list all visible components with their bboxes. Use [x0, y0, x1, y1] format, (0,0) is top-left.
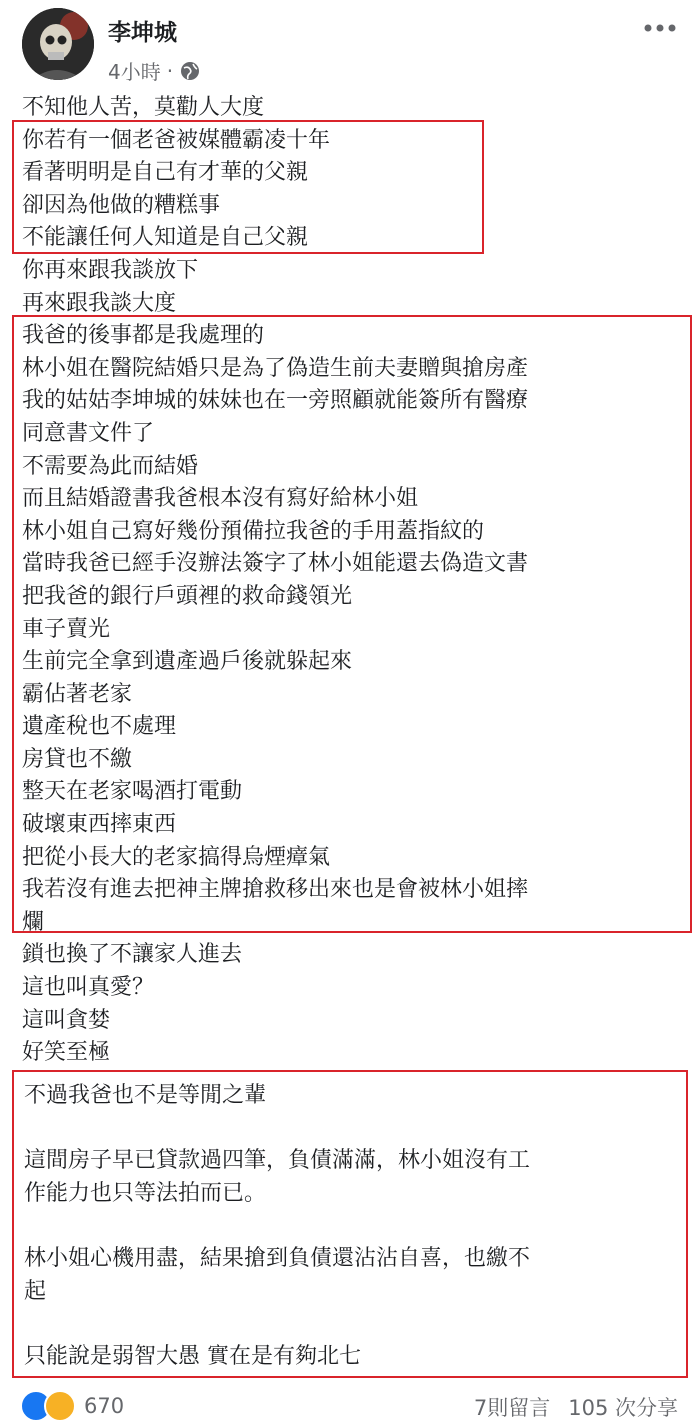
post-line: 不能讓任何人知道是自己父親	[22, 225, 309, 251]
more-options-icon[interactable]	[642, 18, 678, 38]
post-line	[24, 1210, 680, 1243]
post-line: 把從小長大的老家搞得烏煙瘴氣	[22, 844, 331, 870]
post-line: 而且結婚證書我爸根本沒有寫好給林小姐	[22, 486, 419, 512]
post-meta	[108, 56, 201, 85]
post-line: 破壞東西摔東西	[22, 812, 177, 838]
avatar[interactable]	[22, 8, 94, 80]
post-footer	[0, 1384, 700, 1428]
post-line: 鎖也換了不讓家人進去	[22, 942, 243, 968]
post-line: 這也叫真愛？	[22, 975, 155, 1001]
dot-separator: ·	[166, 58, 174, 83]
reaction-summary[interactable]	[20, 1390, 124, 1422]
post-line: 起	[24, 1278, 47, 1304]
post-line: 我爸的後事都是我處理的	[22, 323, 265, 349]
post-line: 整天在老家喝酒打電動	[22, 779, 243, 805]
post-line: 林小姐自己寫好幾份預備拉我爸的手用蓋指紋的	[22, 518, 485, 544]
post-line: 你再來跟我談放下	[22, 257, 199, 283]
post-line: 你若有一個老爸被媒體霸凌十年	[22, 127, 331, 153]
highlight-block-3	[24, 1080, 680, 1373]
highlight-box-2	[12, 315, 692, 933]
comments-count[interactable]: 7則留言	[473, 1396, 551, 1420]
post-line: 好笑至極	[22, 1040, 111, 1066]
post-line: 不知他人苦，莫勸人大度	[22, 95, 265, 120]
skull-avatar-icon	[22, 8, 94, 80]
post-line: 林小姐在醫院結婚只是為了偽造生前夫妻贈與搶房產	[22, 355, 529, 381]
post-line: 不過我爸也不是等閒之輩	[24, 1083, 267, 1108]
post-line: 同意書文件了	[22, 420, 155, 446]
post-line	[24, 1308, 680, 1341]
shares-count[interactable]: 105 次分享	[568, 1396, 678, 1420]
highlight-box-1	[12, 120, 484, 254]
post-line: 林小姐心機用盡，結果搶到負債還沾沾自喜，也繳不	[24, 1245, 531, 1271]
post-line: 爛	[22, 909, 45, 935]
post-line: 再來跟我談大度	[22, 290, 177, 316]
post-line: 只能說是弱智大愚 實在是有夠北七	[24, 1343, 361, 1369]
post-line: 霸佔著老家	[22, 681, 133, 707]
post-line: 作能力也只等法拍而已。	[24, 1180, 267, 1206]
post-line: 遺產稅也不處理	[22, 714, 177, 740]
post-time[interactable]: 4小時	[108, 60, 161, 84]
post-line: 看著明明是自己有才華的父親	[22, 160, 309, 186]
post-line: 這間房子早已貸款過四筆，負債滿滿，林小姐沒有工	[24, 1148, 531, 1174]
post-stats	[474, 1392, 678, 1422]
post-line: 我若沒有進去把神主牌搶救移出來也是會被林小姐摔	[22, 877, 529, 903]
reaction-count: 670	[84, 1394, 125, 1418]
post-line: 不需要為此而結婚	[22, 453, 199, 479]
highlight-box-3	[12, 1070, 688, 1378]
post-header	[0, 0, 700, 88]
globe-icon	[179, 60, 201, 82]
post-line: 當時我爸已經手沒辦法簽字了林小姐能還去偽造文書	[22, 551, 529, 577]
author-name[interactable]: 李坤城	[108, 20, 177, 46]
post-line: 我的姑姑李坤城的妹妹也在一旁照顧就能簽所有醫療	[22, 388, 529, 414]
post-line: 把我爸的銀行戶頭裡的救命錢領光	[22, 583, 353, 609]
post-line: 生前完全拿到遺產過戶後就躲起來	[22, 649, 353, 675]
post-line: 這叫貪婪	[22, 1007, 111, 1033]
post-line: 卻因為他做的糟糕事	[22, 192, 221, 218]
post-line: 車子賣光	[22, 616, 111, 642]
wow-reaction-icon	[44, 1390, 76, 1422]
post-line: 房貸也不繳	[22, 746, 133, 772]
post-line	[24, 1113, 680, 1146]
